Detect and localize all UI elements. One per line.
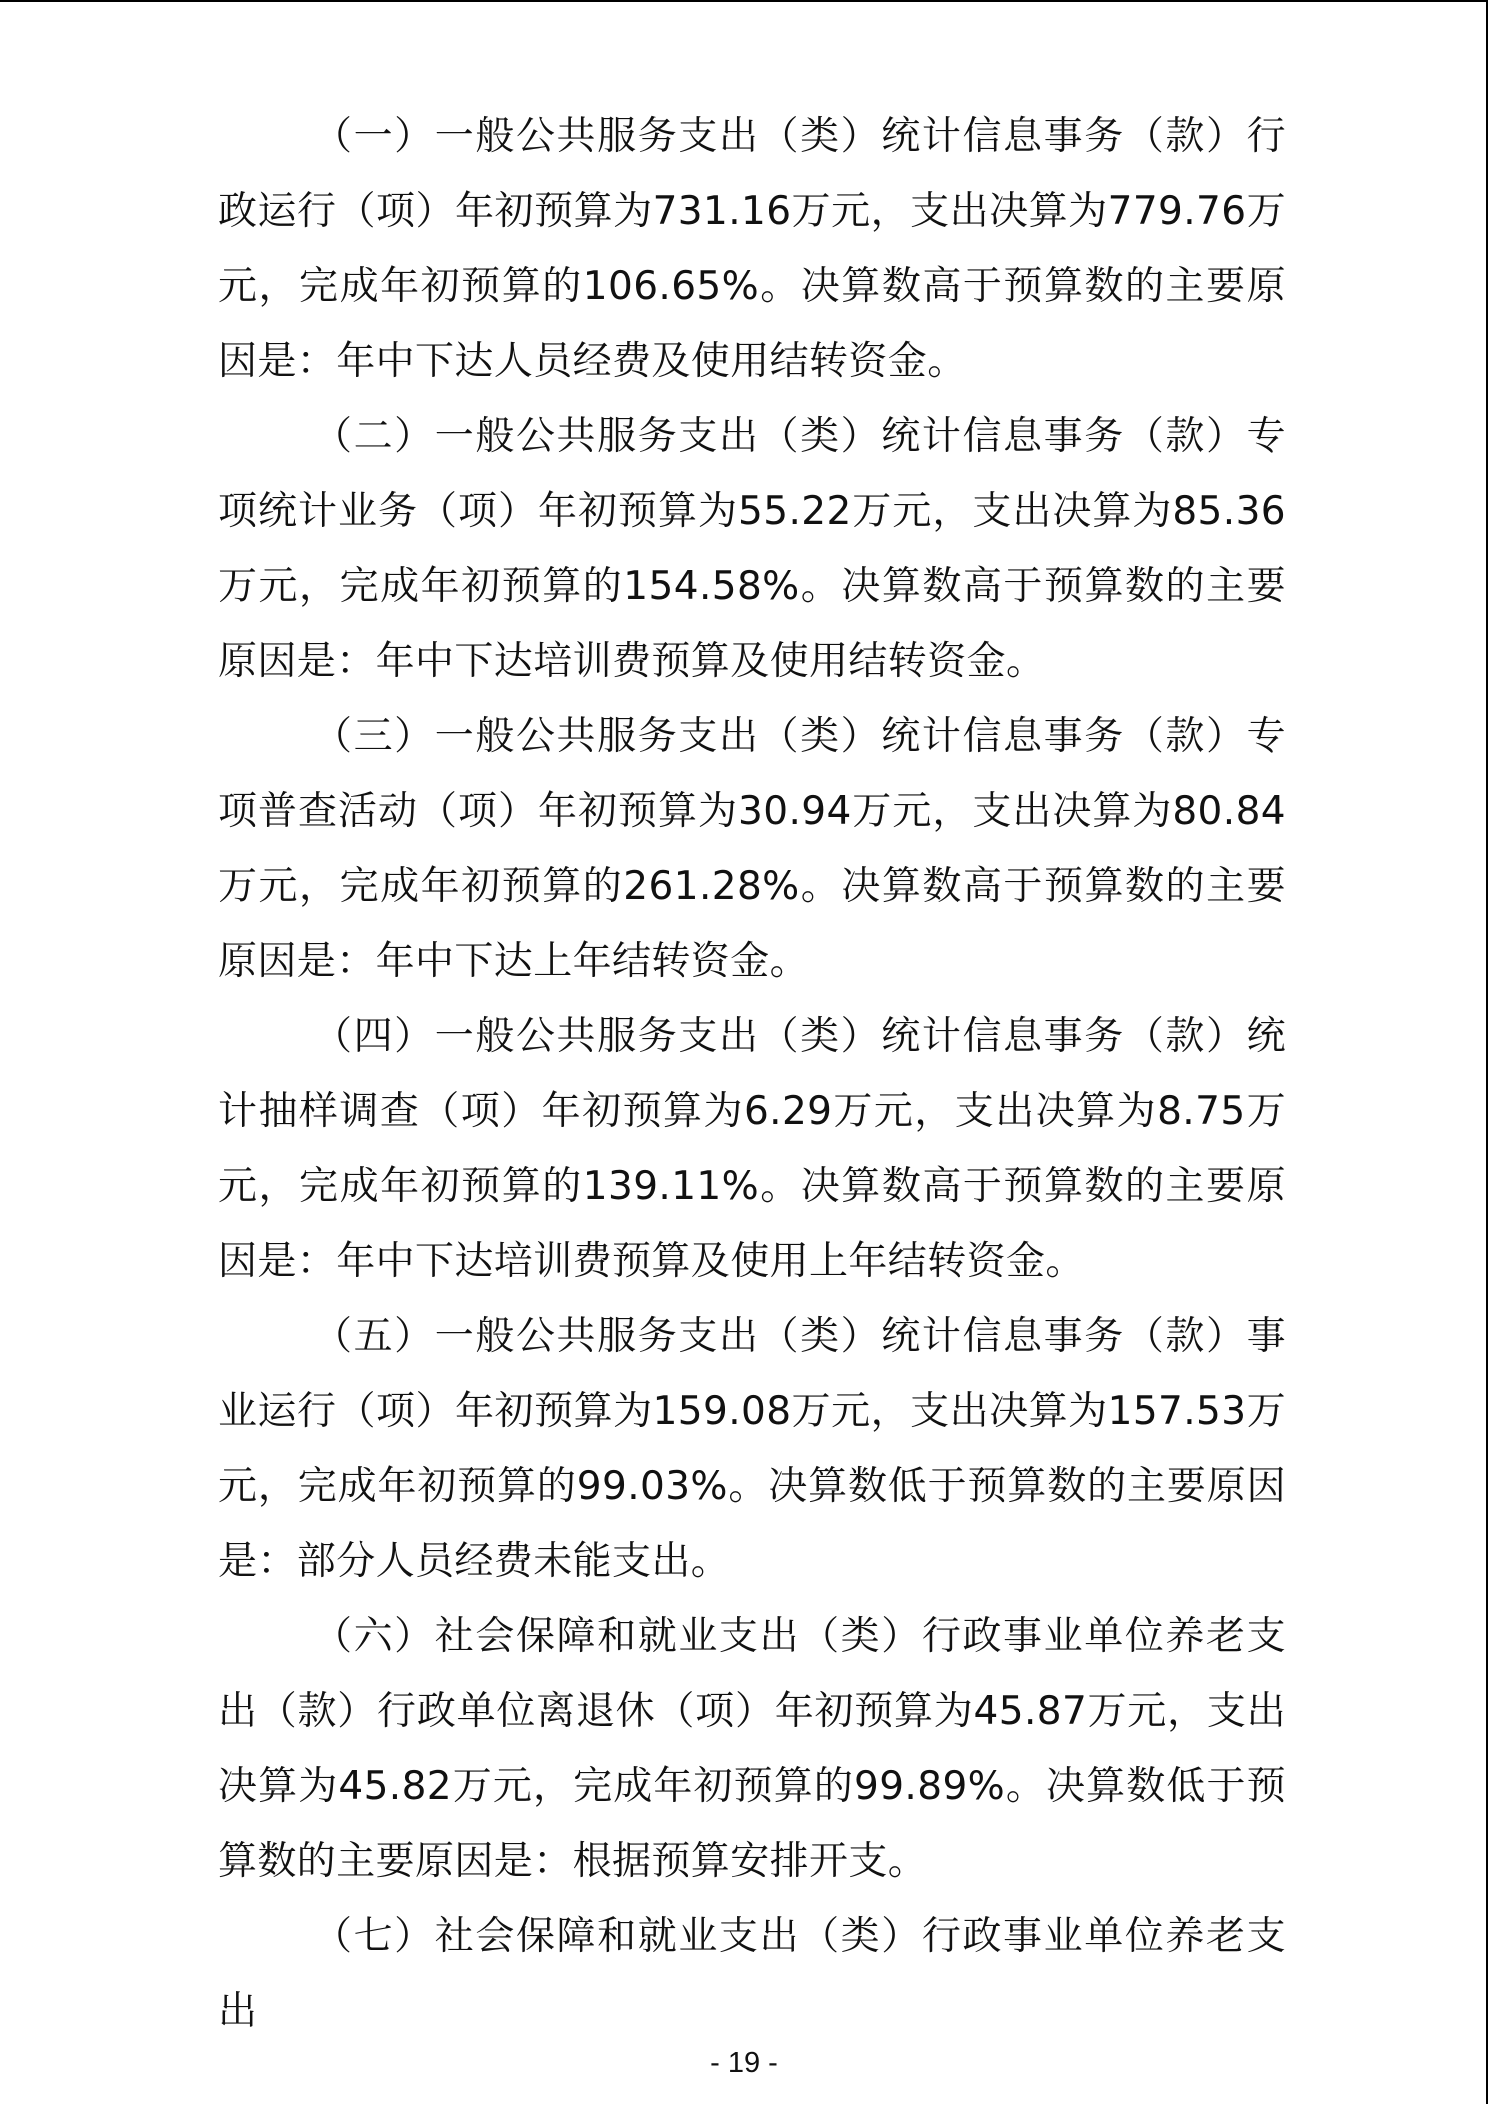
document-body [218, 99, 1286, 2049]
paragraph-1: （一）一般公共服务支出（类）统计信息事务（款）行政运行（项）年初预算为731.16万元，支出决算为779.76万元，完成年初预算的106.65%。决算数高于预算数的主要原因是：年中下达人员经费及使用结转资金。 [218, 114, 1286, 384]
page-number: - 19 - [710, 2047, 778, 2079]
page-top-border [0, 0, 1488, 2]
paragraph-3: （三）一般公共服务支出（类）统计信息事务（款）专项普查活动（项）年初预算为30.94万元，支出决算为80.84万元，完成年初预算的261.28%。决算数高于预算数的主要原因是：年中下达上年结转资金。 [218, 714, 1286, 984]
paragraph-6: （六）社会保障和就业支出（类）行政事业单位养老支出（款）行政单位离退休（项）年初预算为45.87万元，支出决算为45.82万元，完成年初预算的99.89%。决算数低于预算数的主要原因是：根据预算安排开支。 [218, 1614, 1286, 1884]
paragraph-4: （四）一般公共服务支出（类）统计信息事务（款）统计抽样调查（项）年初预算为6.29万元，支出决算为8.75万元，完成年初预算的139.11%。决算数高于预算数的主要原因是：年中下达培训费预算及使用上年结转资金。 [218, 1014, 1286, 1284]
paragraph-5: （五）一般公共服务支出（类）统计信息事务（款）事业运行（项）年初预算为159.08万元，支出决算为157.53万元，完成年初预算的99.03%。决算数低于预算数的主要原因是：部分人员经费未能支出。 [218, 1314, 1286, 1584]
paragraph-2: （二）一般公共服务支出（类）统计信息事务（款）专项统计业务（项）年初预算为55.22万元，支出决算为85.36万元，完成年初预算的154.58%。决算数高于预算数的主要原因是：年中下达培训费预算及使用结转资金。 [218, 414, 1286, 684]
paragraph-7: （七）社会保障和就业支出（类）行政事业单位养老支出 [218, 1914, 1286, 2034]
